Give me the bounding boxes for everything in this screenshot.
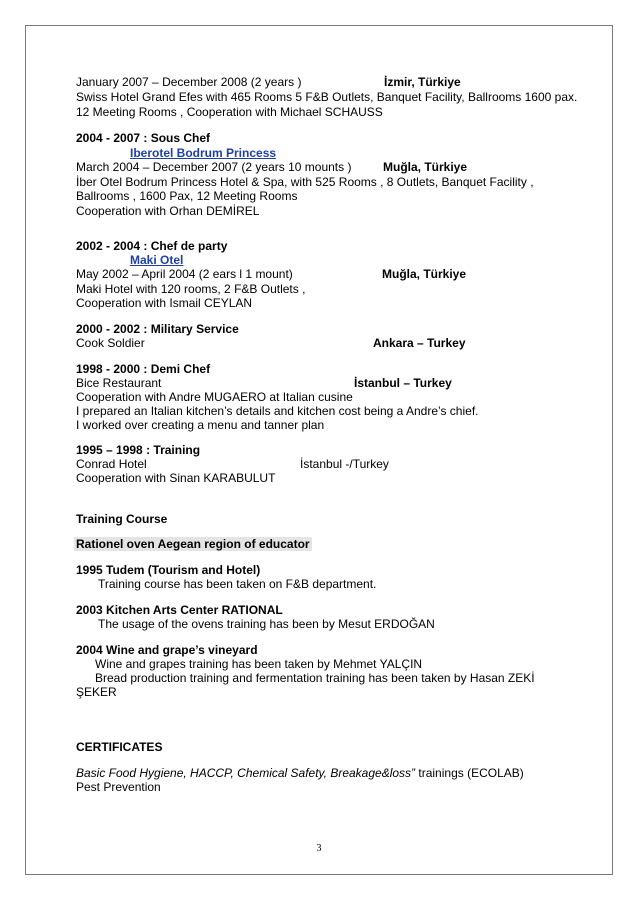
job-location: İstanbul – Turkey <box>354 376 452 390</box>
job-description: Swiss Hotel Grand Efes with 465 Rooms 5 F&B Outlets, Banquet Facility, Ballrooms 1600 pax. <box>76 90 578 104</box>
training-title: 1995 Tudem (Tourism and Hotel) <box>76 563 261 577</box>
training-description: Wine and grapes training has been taken by Mehmet YALÇIN <box>95 657 423 671</box>
job-location: Ankara – Turkey <box>373 336 466 350</box>
section-heading-training: Training Course <box>76 512 168 526</box>
job-description: İber Otel Bodrum Princess Hotel & Spa, with 525 Rooms , 8 Outlets, Banquet Facility , <box>76 175 534 189</box>
training-description: Bread production training and fermentation training has been taken by Hasan ZEKİ <box>95 671 535 685</box>
training-highlight: Rationel oven Aegean region of educator <box>76 537 310 551</box>
section-heading-certificates: CERTIFICATES <box>76 740 163 754</box>
job-place: Conrad Hotel <box>76 457 147 471</box>
job-description: Ballrooms , 1600 Pax, 12 Meeting Rooms <box>76 189 298 203</box>
job-description: Cooperation with Ismail CEYLAN <box>76 296 253 310</box>
job-heading: 2004 - 2007 : Sous Chef <box>76 131 211 145</box>
training-description: The usage of the ovens training has been by Mesut ERDOĞAN <box>98 617 435 631</box>
page-number: 3 <box>316 843 322 854</box>
training-title: 2004 Wine and grape’s vineyard <box>76 643 258 657</box>
job-location: İzmir, Türkiye <box>384 75 461 89</box>
job-role: Cook Soldier <box>76 336 145 350</box>
job-location: Muğla, Türkiye <box>382 267 467 281</box>
job-description: Cooperation with Orhan DEMİREL <box>76 204 260 218</box>
job-description: I worked over creating a menu and tanner plan <box>76 418 325 432</box>
certificate-line: Basic Food Hygiene, HACCP, Chemical Safety, Breakage&loss” trainings (ECOLAB) <box>76 766 524 780</box>
training-description: Training course has been taken on F&B department. <box>98 577 377 591</box>
hotel-link[interactable]: Iberotel Bodrum Princess <box>130 146 277 160</box>
certificate-line: Pest Prevention <box>76 780 161 794</box>
job-place: Bice Restaurant <box>76 376 162 390</box>
job-dates: January 2007 – December 2008 (2 years ) <box>76 75 302 89</box>
job-description: Cooperation with Sinan KARABULUT <box>76 471 276 485</box>
training-title: 2003 Kitchen Arts Center RATIONAL <box>76 603 283 617</box>
job-location: Muğla, Türkiye <box>383 160 468 174</box>
job-heading: 2000 - 2002 : Military Service <box>76 322 239 336</box>
job-heading: 2002 - 2004 : Chef de party <box>76 239 228 253</box>
job-heading: 1995 – 1998 : Training <box>76 443 201 457</box>
job-description: I prepared an Italian kitchen’s details and kitchen cost being a Andre’s chief. <box>76 404 479 418</box>
job-heading: 1998 - 2000 : Demi Chef <box>76 362 211 376</box>
job-description: Maki Hotel with 120 rooms, 2 F&B Outlets , <box>76 282 306 296</box>
job-description: Cooperation with Andre MUGAERO at Italian cusine <box>76 390 353 404</box>
job-dates: May 2002 – April 2004 (2 ears l 1 mount) <box>76 267 293 281</box>
training-description: ŞEKER <box>76 685 117 699</box>
job-dates: March 2004 – December 2007 (2 years 10 mounts ) <box>76 160 352 174</box>
hotel-link[interactable]: Maki Otel <box>130 253 184 267</box>
job-location: İstanbul -/Turkey <box>300 457 389 471</box>
job-description: 12 Meeting Rooms , Cooperation with Michael SCHAUSS <box>76 105 383 119</box>
